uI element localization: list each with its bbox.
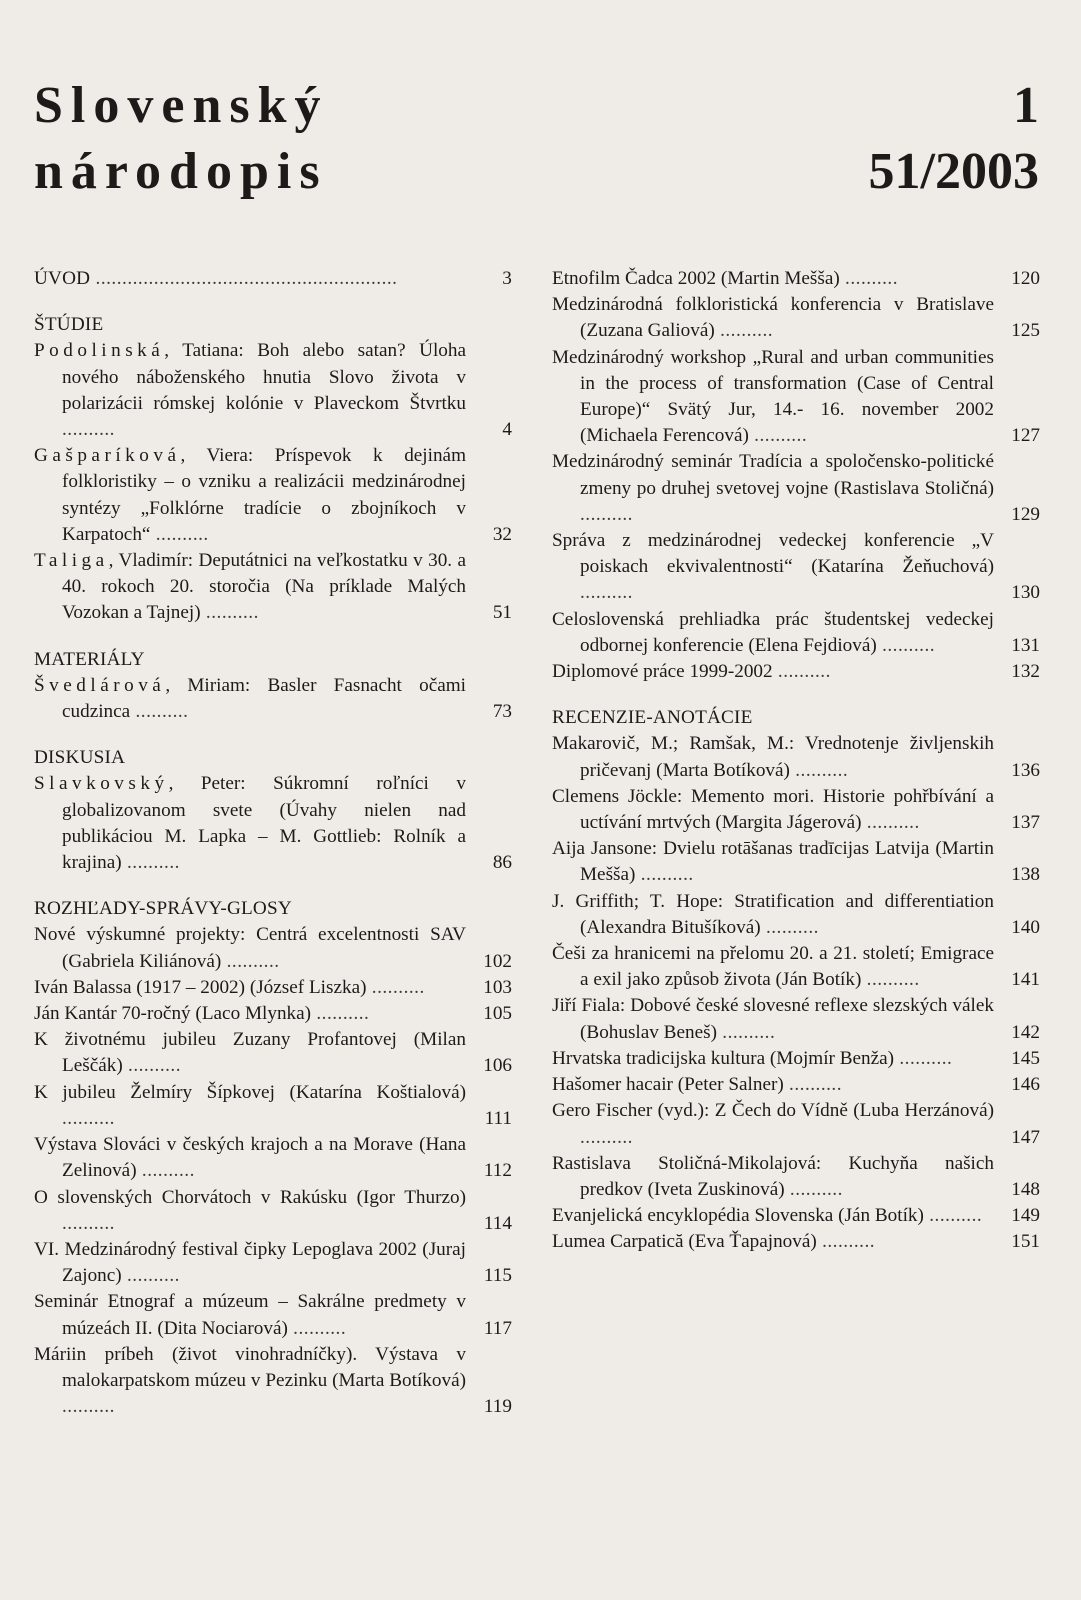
entry-text: Hrvatska tradicijska kultura (Mojmír Benža) — [552, 1047, 895, 1069]
toc-entry[interactable] — [34, 1027, 512, 1079]
entry-page: 132 — [1011, 661, 1040, 683]
entry-page: 130 — [1011, 582, 1040, 604]
entry-text: Medzinárodná folkloristická konferencia v Bratislave (Zuzana Galiová) — [552, 294, 994, 342]
toc-entry[interactable] — [552, 1046, 1040, 1072]
entry-page: 112 — [483, 1160, 512, 1182]
leader-dots: .......... — [200, 602, 259, 624]
toc-entry[interactable] — [34, 548, 512, 627]
entry-text: Medzinárodný seminár Tradícia a spoločensko-politické zmeny po druhej svetovej vojne (Rastislava Stoličná) — [552, 451, 994, 499]
toc-entry[interactable] — [552, 292, 1040, 344]
toc-entry[interactable] — [552, 1072, 1040, 1098]
entry-title — [552, 784, 994, 836]
leader-dots: .......... — [122, 1055, 181, 1077]
section-page: 3 — [502, 268, 512, 289]
toc-section — [34, 266, 512, 292]
entry-text: Výstava Slováci v českých krajoch a na Morave (Hana Zelinová) — [34, 1134, 466, 1182]
toc-entry[interactable] — [552, 731, 1040, 783]
leader-dots: ......................................................... — [90, 268, 398, 289]
entry-author: Slavkovský — [34, 773, 169, 795]
entry-text: Správa z medzinárodnej vedeckej konferencie „V poiskach ekvivalentnosti“ (Katarína Žeňuchová) — [552, 530, 994, 578]
entry-title — [34, 975, 466, 1001]
entry-page: 103 — [483, 976, 512, 998]
entry-page: 73 — [492, 701, 512, 723]
leader-dots: .......... — [635, 864, 694, 886]
entry-text: , Viera: Príspevok k dejinám folkloristiky – o vzniku a realizácii medzinárodnej syntézy „Folklórne tradície o zbojníkoch v Karpatoch“ — [62, 445, 466, 545]
entry-page: 32 — [492, 523, 512, 545]
entry-title — [34, 1237, 466, 1289]
section-heading — [34, 647, 512, 673]
toc-entry[interactable] — [552, 1229, 1040, 1255]
leader-dots: .......... — [748, 425, 808, 447]
entry-text: , Miriam: Basler Fasnacht očami cudzinca — [62, 674, 466, 723]
entry-page: 142 — [1011, 1021, 1040, 1043]
entry-title — [34, 1185, 466, 1237]
toc-entry[interactable] — [552, 607, 1040, 659]
entry-text: Makarovič, M.; Ramšak, M.: Vrednotenje življenskih pričevanj (Marta Botíková) — [552, 733, 994, 781]
entry-text: Lumea Carpatică (Eva Ťapajnová) — [552, 1231, 817, 1253]
leader-dots: .......... — [311, 1003, 370, 1025]
entry-text: Iván Balassa (1917 – 2002) (József Liszka) — [34, 976, 367, 998]
entry-page: 106 — [483, 1055, 512, 1077]
entry-text: J. Griffith; T. Hope: Stratification and differentiation (Alexandra Bitušíková) — [552, 890, 994, 938]
entry-page: 127 — [1011, 425, 1040, 447]
toc-entry[interactable] — [552, 266, 1040, 292]
entry-title — [552, 1151, 994, 1203]
toc-entry[interactable] — [552, 784, 1040, 836]
entry-author: Podolinská — [34, 340, 165, 362]
leader-dots: .......... — [760, 916, 819, 938]
leader-dots: .......... — [789, 759, 849, 781]
leader-dots: .......... — [714, 320, 774, 342]
entry-text: Aija Jansone: Dvielu rotāšanas tradīcijas Latvija (Martin Mešša) — [552, 838, 994, 886]
entry-page: 117 — [483, 1317, 512, 1339]
entry-page: 111 — [484, 1107, 512, 1129]
entry-title — [34, 443, 466, 548]
entry-title — [552, 1072, 994, 1098]
toc-entry[interactable] — [552, 345, 1040, 450]
toc-entry[interactable] — [552, 1098, 1040, 1150]
entry-text: Celoslovenská prehliadka prác študentskej vedeckej odbornej konferencie (Elena Fejdiová) — [552, 608, 994, 656]
leader-dots: .......... — [580, 503, 633, 525]
entry-text: Seminár Etnograf a múzeum – Sakrálne predmety v múzeách II. (Dita Nociarová) — [34, 1291, 466, 1339]
leader-dots: .......... — [772, 661, 831, 683]
entry-text: Medzinárodný workshop „Rural and urban communities in the process of transformation (Case of Central Europe)“ Svätý Jur, 14.- 16. november 2002 (Michaela Ferencová) — [552, 346, 994, 447]
toc-entry[interactable] — [552, 528, 1040, 607]
entry-title — [552, 993, 994, 1045]
leader-dots: .......... — [121, 1265, 180, 1287]
toc-entry[interactable] — [552, 1151, 1040, 1203]
entry-title — [552, 449, 994, 528]
entry-text: Máriin príbeh (život vinohradníčky). Výstava v malokarpatskom múzeu v Pezinku (Marta Botíková) — [34, 1343, 466, 1391]
toc-entry[interactable] — [552, 941, 1040, 993]
entry-title — [552, 1098, 994, 1150]
entry-page: 4 — [502, 419, 512, 441]
volume-year: 51/2003 — [868, 143, 1039, 200]
entry-text: Clemens Jöckle: Memento mori. Historie pohřbívání a uctívání mrtvých (Margita Jágerová) — [552, 785, 994, 834]
leader-dots: .......... — [894, 1047, 953, 1069]
entry-text: Gero Fischer (vyd.): Z Čech do Vídně (Luba Herzánová) — [552, 1100, 994, 1122]
entry-page: 136 — [1011, 759, 1040, 781]
entry-author: Taliga — [34, 550, 109, 572]
journal-title-line1: Slovenský — [34, 77, 329, 134]
entry-text: Nové výskumné projekty: Centrá excelentnosti SAV (Gabriela Kiliánová) — [34, 924, 466, 972]
leader-dots: .......... — [287, 1317, 347, 1339]
toc-entry[interactable] — [552, 1203, 1040, 1229]
entry-title — [552, 1046, 994, 1072]
toc-entry[interactable] — [552, 889, 1040, 941]
toc-section — [552, 705, 1040, 1255]
leader-dots: .......... — [923, 1205, 983, 1227]
leader-dots: .......... — [580, 1126, 633, 1148]
section-heading-text: RECENZIE-ANOTÁCIE — [552, 707, 753, 729]
entry-author: Švedlárová — [34, 674, 166, 696]
entry-text: VI. Medzinárodný festival čipky Lepoglava 2002 (Juraj Zajonc) — [34, 1238, 466, 1287]
toc-section — [34, 896, 512, 1420]
toc-entry[interactable] — [34, 338, 512, 443]
toc-entry[interactable] — [34, 1001, 512, 1027]
entry-title — [34, 548, 466, 627]
section-heading — [552, 705, 1040, 731]
entry-text: Ján Kantár 70-ročný (Laco Mlynka) — [34, 1003, 312, 1025]
entry-title — [552, 731, 994, 783]
leader-dots: .......... — [816, 1231, 876, 1253]
entry-title — [34, 1342, 466, 1421]
leader-dots: .......... — [136, 1160, 195, 1182]
entry-page: 131 — [1011, 634, 1040, 656]
masthead — [34, 58, 1039, 208]
entry-title — [552, 1229, 994, 1255]
leader-dots: .......... — [366, 976, 425, 998]
entry-text: Etnofilm Čadca 2002 (Martin Mešša) — [552, 268, 840, 289]
leader-dots: .......... — [62, 1396, 115, 1418]
entry-text: , Peter: Súkromní roľníci v globalizovanom svete (Úvahy nielen nad publikáciou M. Lapka – M. Gottlieb: Rolník a krajina) — [62, 773, 466, 874]
toc-entry[interactable] — [552, 836, 1040, 888]
entry-title — [552, 345, 994, 450]
toc-entry[interactable] — [552, 659, 1040, 685]
entry-page: 86 — [492, 852, 512, 874]
toc-entry[interactable] — [552, 993, 1040, 1045]
entry-page: 114 — [483, 1212, 512, 1234]
entry-title — [552, 659, 994, 685]
entry-page: 148 — [1011, 1178, 1040, 1200]
issue-number: 1 — [1013, 77, 1039, 134]
entry-text: Rastislava Stoličná-Mikolajová: Kuchyňa našich predkov (Iveta Zuskinová) — [552, 1152, 994, 1200]
entry-title — [552, 292, 994, 344]
toc-entry[interactable] — [34, 1132, 512, 1184]
entry-text: Hašomer hacair (Peter Salner) — [552, 1074, 784, 1096]
entry-page: 125 — [1011, 320, 1040, 342]
entry-author: Gašparíková — [34, 445, 181, 467]
toc-entry[interactable] — [34, 975, 512, 1001]
leader-dots: .......... — [876, 634, 936, 656]
entry-title — [34, 338, 466, 443]
leader-dots: .......... — [130, 701, 189, 723]
journal-title-line2: národopis — [34, 143, 328, 200]
leader-dots: .......... — [62, 1107, 115, 1129]
entry-text: Evanjelická encyklopédia Slovenska (Ján Botík) — [552, 1205, 924, 1227]
entry-title — [34, 673, 466, 725]
toc-entry[interactable] — [34, 1289, 512, 1341]
entry-page: 120 — [1011, 268, 1040, 289]
entry-page: 145 — [1011, 1047, 1040, 1069]
entry-title — [34, 1289, 466, 1341]
entry-page: 140 — [1011, 916, 1040, 938]
leader-dots: .......... — [150, 523, 209, 545]
section-heading-text: DISKUSIA — [34, 747, 126, 769]
entry-page: 151 — [1011, 1231, 1040, 1253]
section-heading — [34, 745, 512, 771]
entry-page: 129 — [1011, 503, 1040, 525]
entry-title — [34, 922, 466, 974]
toc-section — [552, 266, 1040, 685]
leader-dots: .......... — [784, 1178, 843, 1200]
entry-page: 51 — [492, 602, 512, 624]
entry-title — [34, 1132, 466, 1184]
toc-left-column — [34, 266, 512, 1440]
leader-dots: .......... — [121, 852, 180, 874]
toc-entry[interactable] — [34, 1237, 512, 1289]
toc-entry[interactable] — [34, 443, 512, 548]
toc-entry[interactable] — [34, 922, 512, 974]
entry-text: O slovenských Chorvátoch v Rakúsku (Igor Thurzo) — [34, 1186, 466, 1208]
toc-entry[interactable] — [34, 1342, 512, 1421]
entry-title — [34, 1001, 466, 1027]
entry-title — [552, 528, 994, 607]
entry-page: 119 — [483, 1396, 512, 1418]
toc-section — [34, 745, 512, 876]
entry-title — [552, 1203, 994, 1229]
entry-page: 147 — [1011, 1126, 1040, 1148]
entry-title — [552, 607, 994, 659]
entry-title — [552, 266, 994, 292]
entry-page: 137 — [1011, 812, 1040, 834]
leader-dots: .......... — [861, 812, 920, 834]
entry-title — [34, 771, 466, 876]
entry-title — [552, 889, 994, 941]
entry-page: 146 — [1011, 1074, 1040, 1096]
leader-dots: .......... — [839, 268, 899, 289]
toc-section — [34, 647, 512, 726]
entry-text: Jiří Fiala: Dobové české slovesné reflexe slezských válek (Bohuslav Beneš) — [552, 995, 994, 1043]
entry-text: K jubileu Želmíry Šípkovej (Katarína Koštialová) — [34, 1081, 466, 1103]
entry-title — [34, 1080, 466, 1132]
section-heading — [34, 896, 512, 922]
toc-entry[interactable] — [34, 1080, 512, 1132]
entry-text: , Vladimír: Deputátnici na veľkostatku v 30. a 40. rokoch 20. storočia (Na príklade Malých Vozokan a Tajnej) — [62, 550, 466, 624]
section-heading — [34, 312, 512, 338]
section-heading-text: ROZHĽADY-SPRÁVY-GLOSY — [34, 898, 292, 920]
leader-dots: .......... — [62, 419, 115, 441]
toc-entry[interactable] — [34, 771, 512, 876]
section-heading-text: ÚVOD ......................................................... — [34, 268, 398, 289]
leader-dots: .......... — [783, 1074, 843, 1096]
toc-entry[interactable] — [552, 449, 1040, 528]
section-heading-text: ŠTÚDIE — [34, 314, 104, 336]
toc-section — [34, 312, 512, 626]
entry-page: 115 — [483, 1265, 512, 1287]
section-heading-text: MATERIÁLY — [34, 648, 145, 670]
entry-page: 149 — [1011, 1205, 1040, 1227]
toc-entry[interactable] — [34, 1185, 512, 1237]
leader-dots: .......... — [62, 1212, 115, 1234]
leader-dots: .......... — [580, 582, 633, 604]
leader-dots: .......... — [716, 1021, 776, 1043]
entry-title — [552, 941, 994, 993]
entry-text: , Tatiana: Boh alebo satan? Úloha nového náboženského hnutia Slovo života v polarizácii rómskej kolónie v Plaveckom Štvrtku — [62, 340, 466, 414]
section-heading — [34, 266, 512, 292]
leader-dots: .......... — [221, 950, 280, 972]
entry-page: 138 — [1011, 864, 1040, 886]
entry-text: Češi za hranicemi na přelomu 20. a 21. století; Emigrace a exil jako způsob života (Ján Botík) — [552, 943, 994, 991]
entry-text: K životnému jubileu Zuzany Profantovej (Milan Leščák) — [34, 1029, 466, 1077]
leader-dots: .......... — [861, 969, 920, 991]
entry-title — [34, 1027, 466, 1079]
entry-page: 141 — [1011, 969, 1040, 991]
toc-entry[interactable] — [34, 673, 512, 725]
entry-title — [552, 836, 994, 888]
toc-right-column — [552, 266, 1040, 1276]
entry-page: 102 — [483, 950, 512, 972]
entry-text: Diplomové práce 1999-2002 — [552, 661, 773, 683]
entry-page: 105 — [483, 1003, 512, 1025]
